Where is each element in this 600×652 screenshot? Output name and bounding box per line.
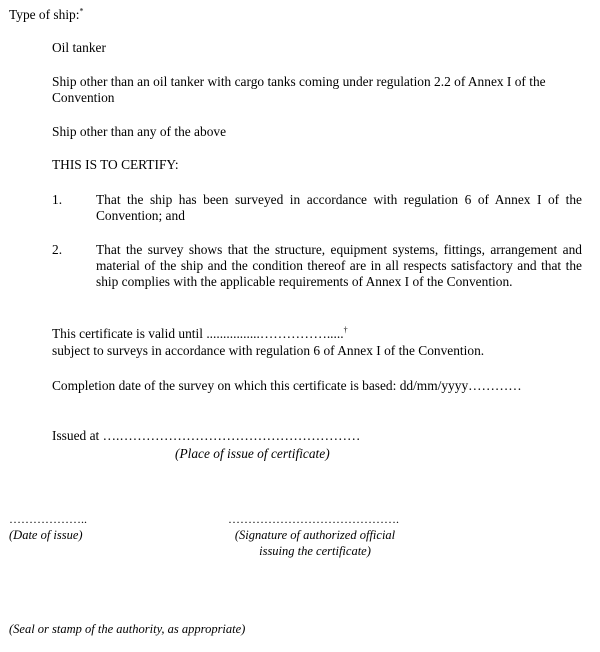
issued-at-line: Issued at ….……………………………………………… xyxy=(52,428,361,443)
certify-item-2-text: That the survey shows that the structure, equipment systems, fittings, arrangement and material of the ship and the condition thereof are in all respects satisfactory and that the ship complies with the applicable requirements of Annex I of the Convention. xyxy=(96,242,582,289)
option-other-ship: Ship other than any of the above xyxy=(52,124,227,139)
option-cargo-tanks: Ship other than an oil tanker with cargo tanks coming under regulation 2.2 of Annex I of the Convention xyxy=(52,74,546,105)
signature-line: ……………………………………. xyxy=(228,512,399,526)
certify-heading: THIS IS TO CERTIFY: xyxy=(52,157,179,172)
footnote-mark-star: * xyxy=(79,6,84,16)
type-of-ship-label xyxy=(9,7,83,23)
footnote-mark-dagger: † xyxy=(343,325,348,335)
signature-caption xyxy=(228,527,402,559)
date-of-issue-caption: (Date of issue) xyxy=(9,528,83,542)
certify-item-1-text: That the ship has been surveyed in accordance with regulation 6 of Annex I of the Convention; and xyxy=(96,192,582,223)
signature-caption-line-1: (Signature of authorized official xyxy=(234,528,396,542)
certify-item-2-number: 2. xyxy=(52,242,63,257)
option-oil-tanker: Oil tanker xyxy=(52,40,106,55)
certify-item-1-number: 1. xyxy=(52,192,63,207)
type-of-ship-text: Type of ship: xyxy=(9,7,80,22)
completion-date-line: Completion date of the survey on which this certificate is based: dd/mm/yyyy………… xyxy=(52,378,522,393)
validity-prefix: This certificate is valid until ................……………..... xyxy=(52,326,344,341)
validity-line xyxy=(52,326,348,342)
validity-surveys-line: subject to surveys in accordance with regulation 6 of Annex I of the Convention. xyxy=(52,343,485,358)
date-of-issue-line: ……………….. xyxy=(9,512,87,526)
signature-caption-line-2: issuing the certificate) xyxy=(259,544,371,558)
seal-caption: (Seal or stamp of the authority, as appropriate) xyxy=(9,622,246,636)
place-of-issue-caption: (Place of issue of certificate) xyxy=(175,446,330,461)
